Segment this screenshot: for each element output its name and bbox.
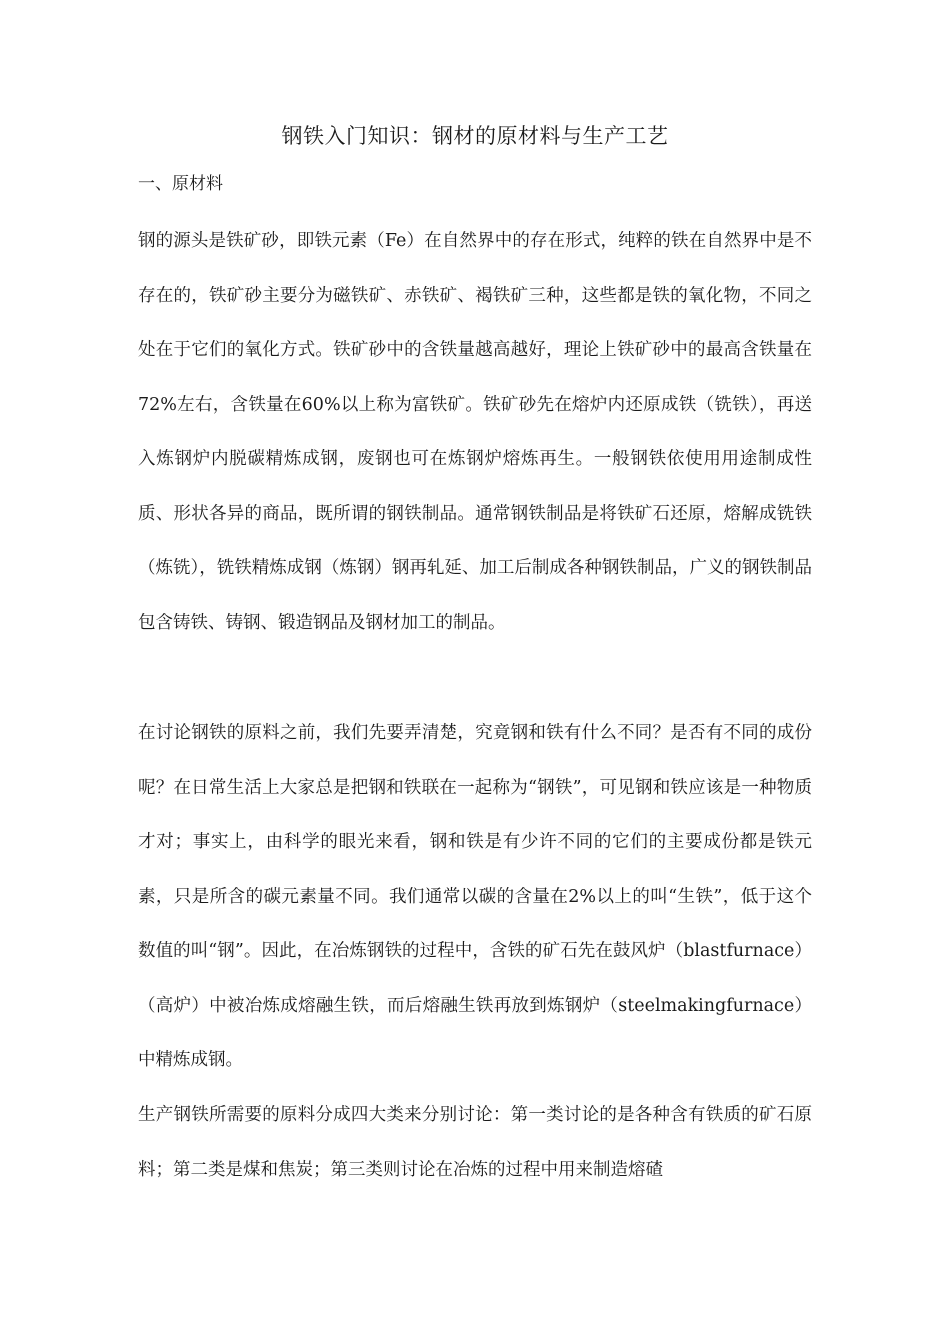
paragraph-2: 在讨论钢铁的原料之前，我们先要弄清楚，究竟钢和铁有什么不同？是否有不同的成份呢？在日常生活上大家总是把钢和铁联在一起称为“钢铁”，可见钢和铁应该是一种物质才对；事实上，由科学的眼光来看，钢和铁是有少许不同的它们的主要成份都是铁元素，只是所含的碳元素量不同。我们通常以碳的含量在2%以上的叫“生铁”，低于这个数值的叫“钢”。因此，在冶炼钢铁的过程中，含铁的矿石先在鼓风炉（blastfurnace）（高炉）中被冶炼成熔融生铁，而后熔融生铁再放到炼钢炉（steelmakingfurnace）中精炼成钢。: [138, 723, 812, 1070]
document-title: 钢铁入门知识：钢材的原材料与生产工艺: [281, 124, 669, 148]
section-heading: 一、原材料: [138, 174, 223, 194]
paragraph-1: 钢的源头是铁矿砂，即铁元素（Fe）在自然界中的存在形式，纯粹的铁在自然界中是不存在的，铁矿砂主要分为磁铁矿、赤铁矿、褐铁矿三种，这些都是铁的氧化物，不同之处在于它们的氧化方式。铁矿砂中的含铁量越高越好，理论上铁矿砂中的最高含铁量在72%左右，含铁量在60%以上称为富铁矿。铁矿砂先在熔炉内还原成铁（铣铁），再送入炼钢炉内脱碳精炼成钢，废钢也可在炼钢炉熔炼再生。一般钢铁依使用用途制成性质、形状各异的商品，既所谓的钢铁制品。通常钢铁制品是将铁矿石还原，熔解成铣铁（炼铣），铣铁精炼成钢（炼钢）钢再轧延、加工后制成各种钢铁制品，广义的钢铁制品包含铸铁、铸钢、锻造钢品及钢材加工的制品。: [138, 231, 812, 633]
paragraph-3: 生产钢铁所需要的原料分成四大类来分别讨论：第一类讨论的是各种含有铁质的矿石原料；第二类是煤和焦炭；第三类则讨论在冶炼的过程中用来制造熔碴: [138, 1105, 812, 1180]
